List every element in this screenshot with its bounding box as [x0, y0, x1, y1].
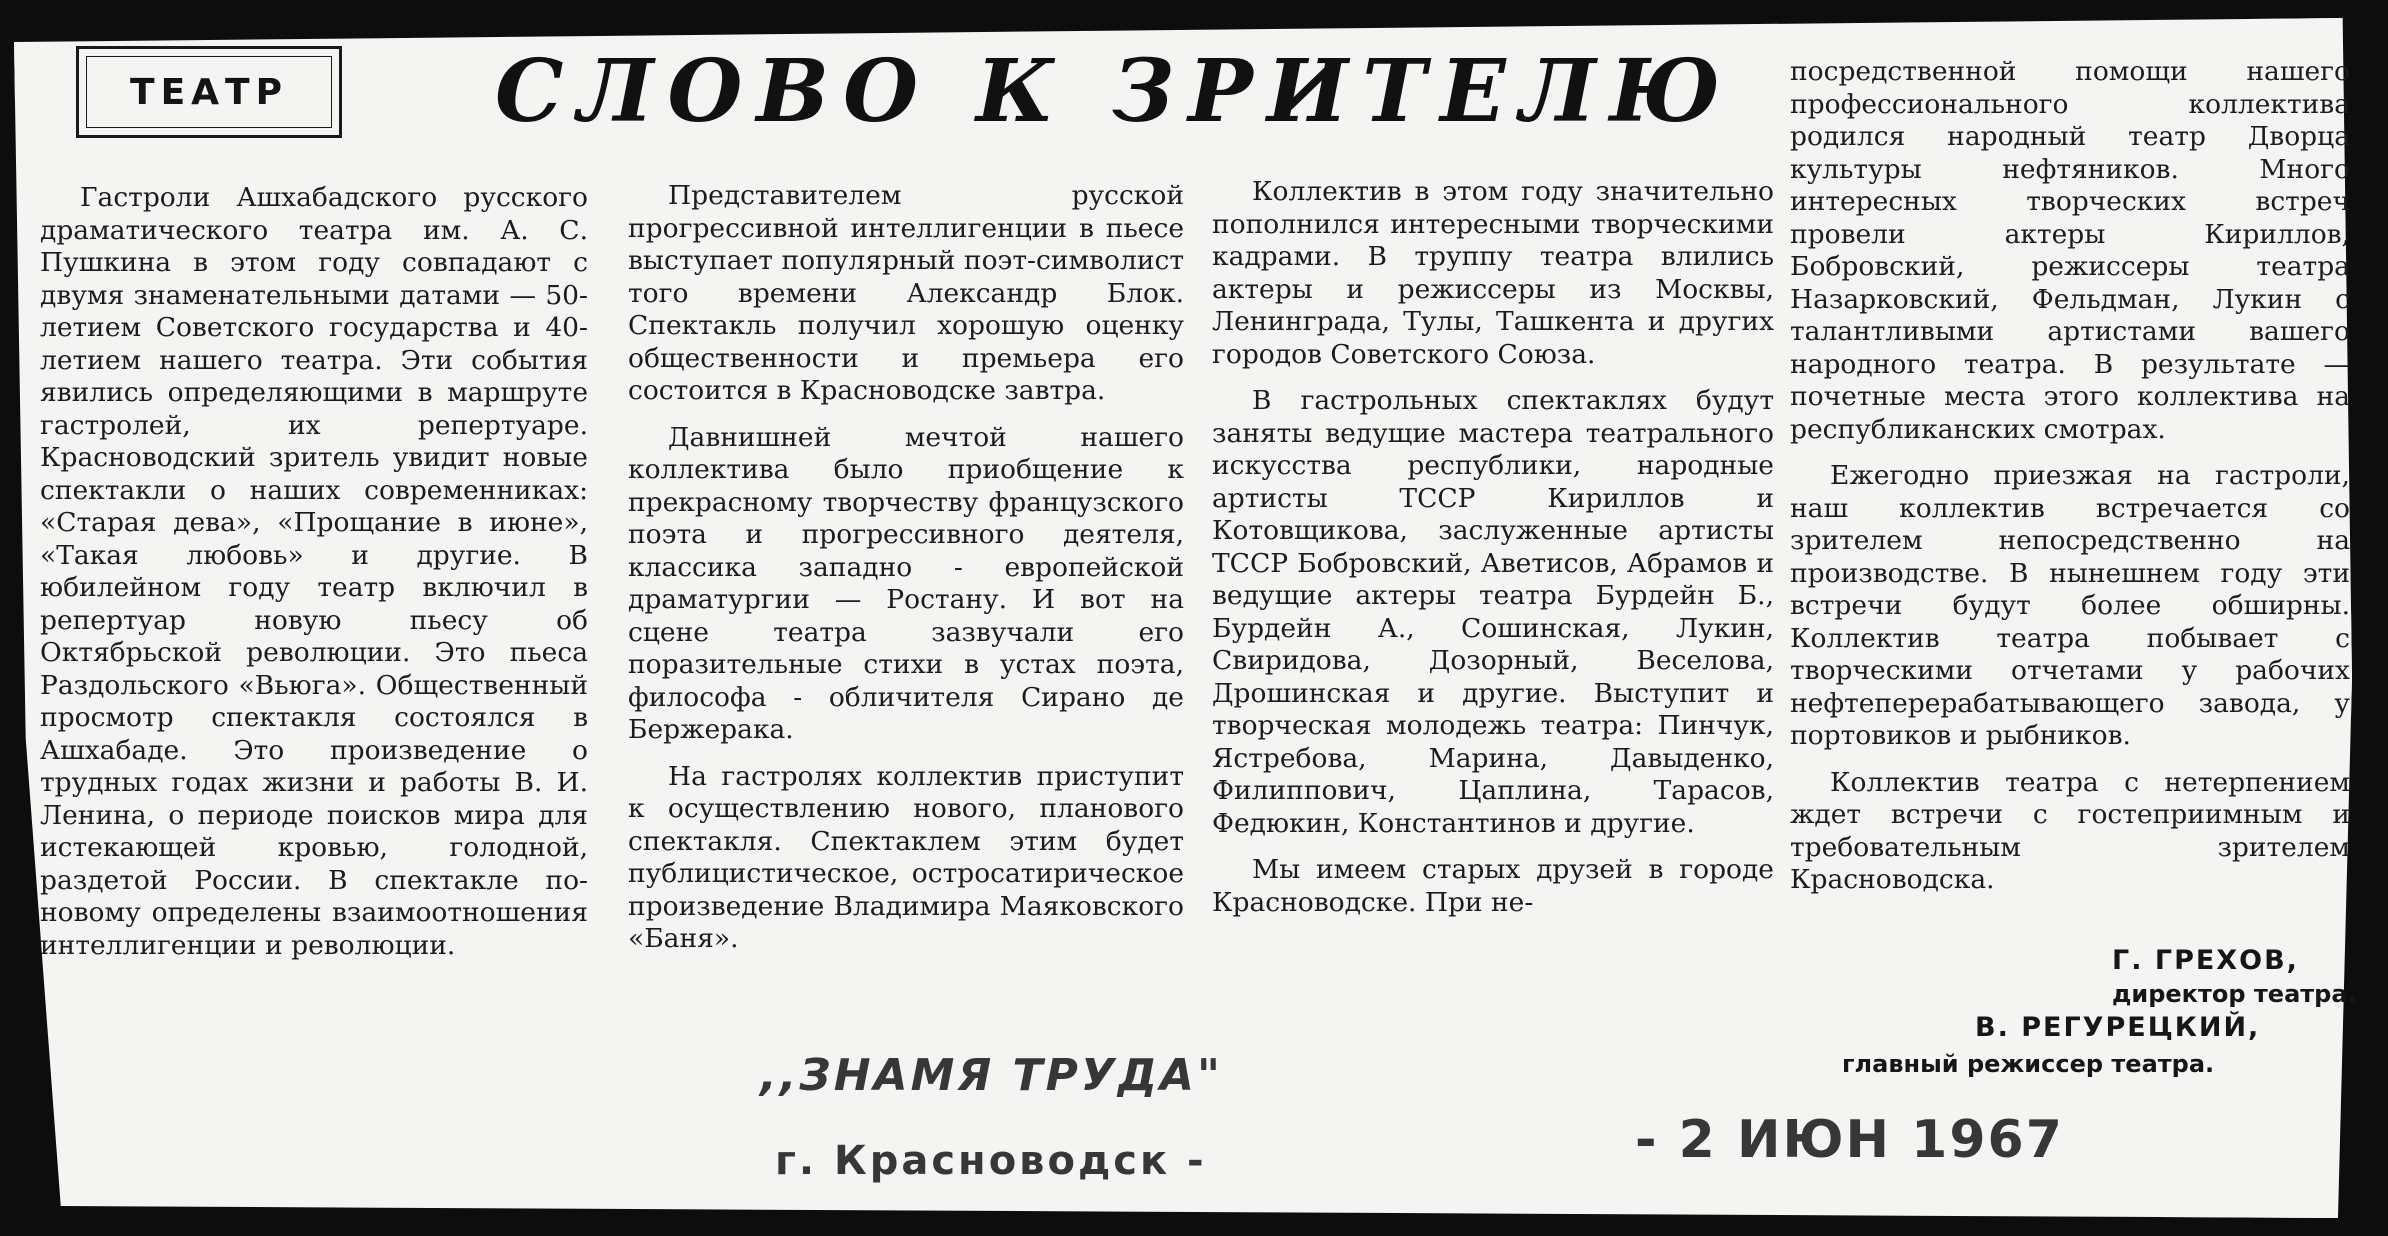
paragraph: посредственной помощи нашего профессионального коллектива родился народный театр Дворца культуры нефтяников. Много интересных творческих встреч провели актеры Кириллов, Бобровский, режиссеры театра Назарковский, Фельдман, Лукин с талантливыми артистами вашего народного театра. В результате — почетные места этого коллектива на республиканских смотрах.	[1790, 56, 2350, 445]
signature-name-2: В. РЕГУРЕЦКИЙ,	[1975, 1012, 2261, 1043]
paragraph: Ежегодно приезжая на гастроли, наш коллектив встречается со зрителем непосредственно на производстве. В нынешнем году эти встречи будут более обширны. Коллектив театра побывает с творческими отчетами у рабочих нефтеперерабатывающего завода, у портовиков и рыбников.	[1790, 460, 2350, 751]
stamp-city: г. Красноводск -	[775, 1138, 1207, 1184]
article-column-4	[1790, 56, 2350, 897]
signature-name-1: Г. ГРЕХОВ,	[2112, 945, 2299, 976]
paragraph: Давнишней мечтой нашего коллектива было приобщение к прекрасному творчеству французского поэта и прогрессивного деятеля, классика западно - европейской драматургии — Ростану. И вот на сцене театра зазвучали его поразительные стихи в устах поэта, философа - обличителя Сирано де Бержерака.	[628, 421, 1184, 745]
stamp-date: - 2 ИЮН 1967	[1635, 1110, 2064, 1170]
paragraph: Коллектив в этом году значительно пополнился интересными творческими кадрами. В труппу театра влились актеры и режиссеры из Москвы, Ленинграда, Тулы, Ташкента и других городов Советского Союза.	[1212, 176, 1774, 370]
article-column-2	[628, 180, 1184, 956]
paragraph: Гастроли Ашхабадского русского драматического театра им. А. С. Пушкина в этом году совпадают с двумя знаменательными датами — 50-летием Советского государства и 40-летием нашего театра. Эти события явились определяющими в маршруте гастролей, их репертуаре. Красноводский зритель увидит новые спектакли о наших современниках: «Старая дева», «Прощание в июне», «Такая любовь» и другие. В юбилейном году театр включил в репертуар новую пьесу об Октябрьской революции. Это пьеса Раздольского «Вьюга». Общественный просмотр спектакля состоялся в Ашхабаде. Это произведение о трудных годах жизни и работы В. И. Ленина, о периоде поисков мира для истекающей кровью, голодной, раздетой России. В спектакле по-новому определены взаимоотношения интеллигенции и революции.	[40, 182, 588, 961]
signature-role-1: директор театра.	[2112, 980, 2357, 1008]
rubric-box	[76, 46, 342, 138]
signature-role-2: главный режиссер театра.	[1842, 1050, 2215, 1078]
paragraph: Представителем русской прогрессивной интеллигенции в пьесе выступает популярный поэт-символист того времени Александр Блок. Спектакль получил хорошую оценку общественности и премьера его состоится в Красноводске завтра.	[628, 180, 1184, 406]
paragraph: В гастрольных спектаклях будут заняты ведущие мастера театрального искусства республики, народные артисты ТССР Кириллов и Котовщикова, заслуженные артисты ТССР Бобровский, Аветисов, Абрамов и ведущие актеры театра Бурдейн Б., Бурдейн А., Сошинская, Лукин, Свиридова, Дозорный, Веселова, Дрошинская и другие. Выступит и творческая молодежь театра: Пинчук, Ястребова, Марина, Давыденко, Филиппович, Цаплина, Тарасов, Федюкин, Константинов и другие.	[1212, 385, 1774, 839]
article-headline: СЛОВО К ЗРИТЕЛЮ	[495, 41, 1735, 142]
stamp-newspaper: ,,ЗНАМЯ ТРУДА"	[760, 1050, 1223, 1101]
paragraph: Коллектив театра с нетерпением ждет встречи с гостеприимным и требовательным зрителем Красноводска.	[1790, 766, 2350, 895]
article-column-1	[40, 182, 588, 962]
rubric-label: ТЕАТР	[86, 56, 332, 128]
paragraph: Мы имеем старых друзей в городе Красноводске. При не-	[1212, 854, 1774, 918]
paragraph: На гастролях коллектив приступит к осуществлению нового, планового спектакля. Спектаклем этим будет публицистическое, остросатирическое произведение Владимира Маяковского «Баня».	[628, 760, 1184, 954]
article-column-3	[1212, 176, 1774, 919]
